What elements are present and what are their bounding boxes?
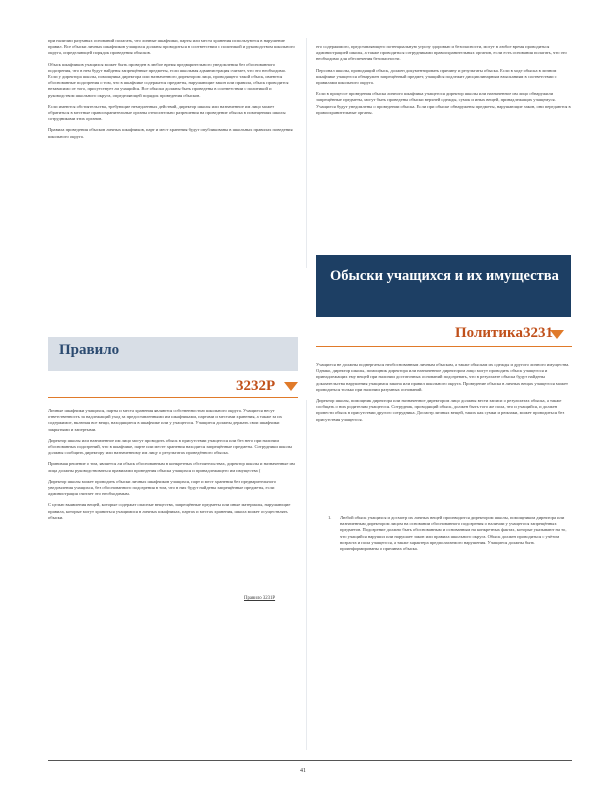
cross-reference-link[interactable]: Правило 3231Р [244, 596, 276, 601]
section-heading: Обыски учащихся и их имущества [330, 268, 559, 284]
list-item [328, 515, 568, 552]
column-divider-bottom [306, 400, 307, 750]
rule-divider [48, 397, 298, 398]
policy-divider [316, 346, 572, 347]
paragraph: Если имеются обстоятельства, требующие немедленных действий, директор школы или назначенное им лицо может обратиться в местные правоохранительные органы относительно разрешения на проведение обыска в помещениях школы сотрудниками этих органов. [48, 103, 286, 122]
paragraph: Личные шкафчики учащихся, парты и места хранения являются собственностью школьного округа. Учащиеся несут ответственность за надлежащий уход за предоставленными им шкафчиками, партами и местами хранения, а также за их содержимое, включая все вещи, находящиеся в шкафчике или у учащегося. Учащиеся должны держать свои шкафчики закрытыми и запертыми. [48, 408, 283, 432]
paragraph: его содержимого, представляющего потенциальную угрозу здоровью и безопасности, могут в любое время проводиться администрацией школы, а также проводиться сотрудниками правоохранительных органов, если есть основания полагать, что это необходимо для обеспечения безопасности. [316, 44, 567, 62]
page-number: 41 [300, 768, 306, 774]
paragraph: Учащиеся не должны подвергаться необоснованным личным обыскам, а также обыскам их одежды и другого личного имущества. Однако, директор школы, помощник директора или назначенное директором лицо могут проводить обыск учащегося и принадлежащих ему вещей при наличии достаточных оснований подозревать, что в результате обыска будут найдены доказательства нарушения учащимся закона или правил школьного округа. Проведение обыска в личных вещах учащегося может проводиться только при наличии разумных оснований. [316, 362, 570, 392]
paragraph: Если в процессе проведения обыска личного шкафчика учащегося директор школы или назначенное им лицо обнаружили запрещённые предметы, могут быть проведены обыски верхней одежды, сумок и иных вещей, принадлежащих учащемуся. Учащиеся будут уведомлены о проведении обыска. Если при обыске обнаружены предметы, нарушающие закон, они передаются в правоохранительные органы. [316, 91, 571, 115]
left-column-bottom [48, 408, 296, 526]
paragraph: Директор школы может проводить обыски личных шкафчиков учащихся, парт и мест хранения без предварительного уведомления учащихся, без обоснованного подозрения в том, что в них будут найдены запрещённые предметы, если администрация считает это необходимым. [48, 478, 277, 497]
list-item-text: Любой обыск учащихся и досмотр их личных вещей производится директором школы, помощником директора или назначенным директором лицом на основании обоснованного подозрения о наличии у учащегося запрещённых предметов. Подозрение должно быть обоснованным и основанным на конкретных фактах, которые указывают на то, что учащийся нарушил или нарушает закон или правила школьного округа. Обыск должен проводиться с учётом возраста и пола учащегося, а также характера предполагаемого нарушения. Учащиеся должны быть проинформированы о причинах обыска. [340, 515, 567, 552]
column-divider-top [306, 38, 307, 268]
triangle-down-icon [550, 330, 564, 339]
footer-rule [48, 760, 572, 761]
right-column-bottom [316, 362, 572, 428]
paragraph: Директор школы, помощник директора или назначенное директором лицо должны вести записи о результатах обыска, а также сообщать о них родителям учащегося. Сотрудник, проводящий обыск, должен быть того же пола, что и учащийся, и должен провести обыск в присутствии другого сотрудника. Досмотр личных вещей, таких как сумки и рюкзаки, может проводиться без присутствия учащегося. [316, 398, 565, 422]
paragraph: Персонал школы, проводящий обыск, должен документировать причину и результаты обыска. Если в ходе обыска в личном шкафчике учащегося обнаружен запрещённый предмет, учащийся подлежит дисциплинарным взысканиям в соответствии с правилами школьного округа. [316, 67, 557, 86]
triangle-down-icon [284, 382, 298, 391]
policy-number: Политика3231 [455, 325, 553, 341]
paragraph: Директор школы или назначенное им лицо могут проводить обыск в присутствии учащегося или без него при наличии обоснованных подозрений, что в шкафчике, парте или месте хранения находятся запрещённые предметы. Сотрудники школы должны сообщить директору или назначенному им лицу о результатах проведённого обыска. [48, 437, 292, 456]
paragraph: С целью выявления вещей, которые содержат опасные вещества, запрещённые предметы или иные материалы, нарушающие правила, которые могут храниться учащимися в личных шкафчиках, партах и местах хранения, школа может осуществлять обыски. [48, 502, 291, 520]
left-column-top [48, 38, 296, 145]
rule-heading: Правило [59, 342, 120, 358]
paragraph: при наличии разумных оснований полагать, что личные шкафчики, парты или места хранения используются в нарушение правил. Все обыски личных шкафчиков учащихся должны проводиться в соответствии с политикой и руководством школьного округа, определяющей порядок проведения обысков. [48, 38, 295, 56]
list-item-number: 1. [328, 515, 332, 520]
paragraph: Принимая решение о том, является ли обыск обоснованным в конкретных обстоятельствах, директор школы и назначенные им лица должны руководствоваться правилами проведения обыска учащихся и принадлежащего им имущества ( [48, 461, 295, 473]
rule-number: 3232Р [236, 378, 276, 394]
right-column-top [316, 44, 572, 121]
paragraph: Правила проведения обысков личных шкафчиков, парт и мест хранения будут опубликованы в школьных правилах поведения школьного округа. [48, 127, 293, 139]
paragraph: Обыск шкафчиков учащихся может быть проведен в любое время предварительного уведомления без обоснованного подозрения, что в нем будут найдены запрещённые предметы, если школьная администрация считает, что это необходимо. Если у директора школы, помощника директора или назначенного директором лица, проводящего такой обыск, имеются обоснованные подозрения о том, что в шкафчике содержатся предметы, нарушающие закон или правила, обыск проводится независимо от того, присутствует ли учащийся. Все обыски должны быть проведены в соответствии с политикой и руководством школьного округа, определяющей порядок проведения обысков. [48, 61, 289, 98]
